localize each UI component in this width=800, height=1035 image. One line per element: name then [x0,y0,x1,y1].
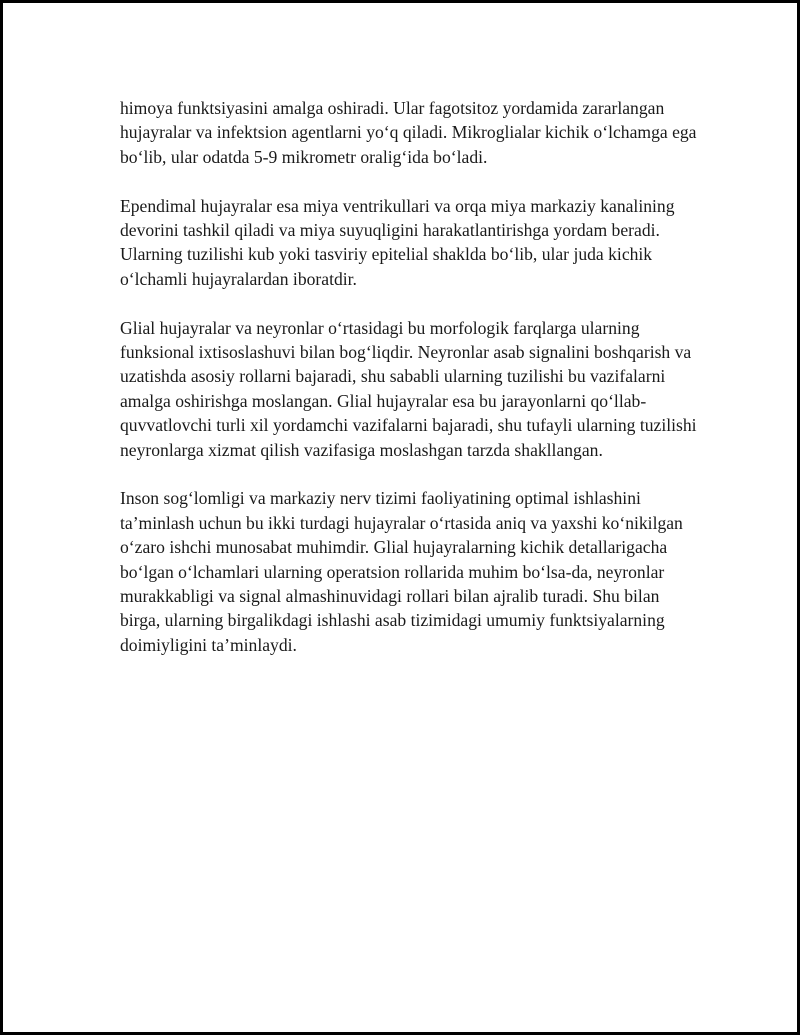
paragraph-3: Glial hujayralar va neyronlar o‘rtasidagi bu morfologik farqlarga ularning funksional ixtisoslashuvi bilan bog‘liqdir. Neyronlar asab signalini boshqarish va uzatishda asosiy rollarni bajaradi, shu sababli ularning tuzilishi bu vazifalarni amalga oshirishga moslangan. Glial hujayralar esa bu jarayonlarni qo‘llab-quvvatlovchi turli xil yordamchi vazifalarni bajaradi, shu tufayli ularning tuzilishi neyronlarga xizmat qilish vazifasiga moslashgan tarzda shakllangan. [120,317,697,460]
paragraph-2: Ependimal hujayralar esa miya ventrikullari va orqa miya markaziy kanalining devorini tashkil qiladi va miya suyuqligini harakatlantirishga yordam beradi. Ularning tuzilishi kub yoki tasviriy epitelial shaklda bo‘lib, ular juda kichik o‘lchamli hujayralardan iboratdir. [120,195,675,289]
paragraph-4: Inson sog‘lomligi va markaziy nerv tizimi faoliyatining optimal ishlashini ta’minlash uchun bu ikki turdagi hujayralar o‘rtasida aniq va yaxshi ko‘nikilgan o‘zaro ishchi munosabat muhimdir. Glial hujayralarning kichik detallarigacha bo‘lgan o‘lchamlari ularning operatsion rollarida muhim bo‘lsa-da, neyronlar murakkabligi va signal almashinuvidagi rollari bilan ajralib turadi. Shu bilan birga, ularning birgalikdagi ishlashi asab tizimidagi umumiy funktsiyalarning doimiyligini ta’minlaydi. [120,488,683,655]
paragraph-1: himoya funktsiyasini amalga oshiradi. Ular fagotsitoz yordamida zararlangan hujayralar va infektsion agentlarni yo‘q qiladi. Mikroglialar kichik o‘lchamga ega bo‘lib, ular odatda 5-9 mikrometr oralig‘ida bo‘ladi. [120,98,697,167]
document-body [120,96,700,682]
